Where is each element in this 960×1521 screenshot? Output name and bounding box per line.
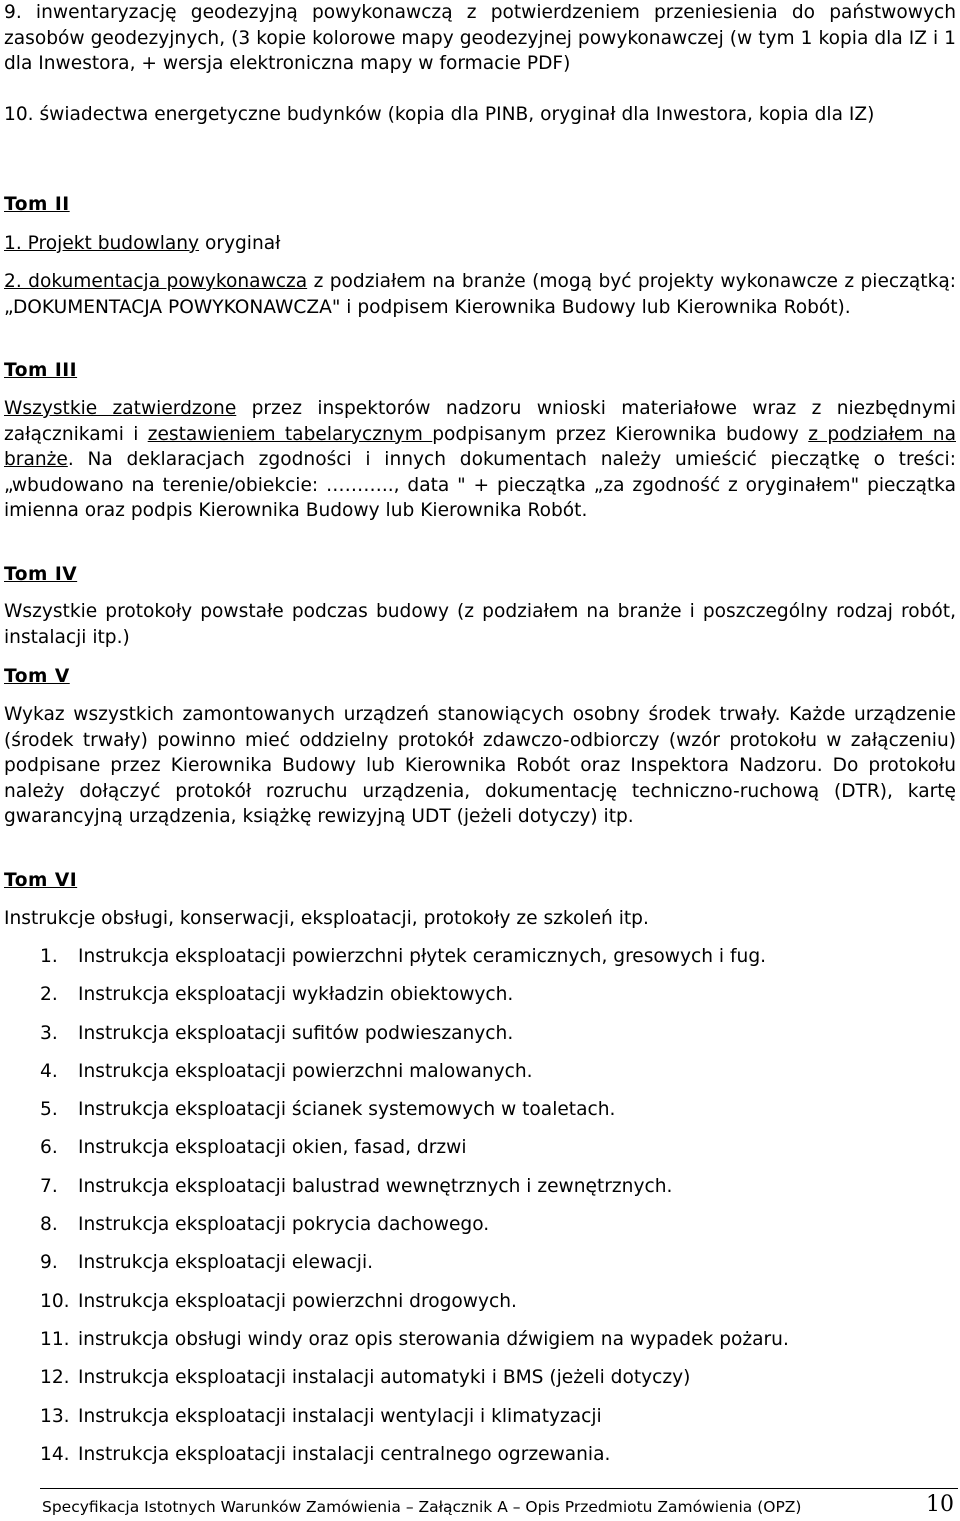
list-item-number: 12. <box>40 1367 70 1389</box>
tom-ii-heading: Tom II <box>4 194 70 215</box>
list-item-text: Instrukcja eksploatacji okien, fasad, drzwi <box>78 1137 467 1159</box>
tom-ii-item-1-rest: oryginał <box>199 233 281 254</box>
list-item-number: 13. <box>40 1405 70 1427</box>
tom-iv-heading: Tom IV <box>4 564 78 585</box>
list-item <box>4 1442 789 1480</box>
tom-ii-item-2-label: 2. dokumentacja powykonawcza <box>4 271 308 292</box>
tom-v-paragraph: Wykaz wszystkich zamontowanych urządzeń stanowiących osobny środek trwały. Każde urządzenie (środek trwały) powinno mieć oddzielny protokół zdawczo-odbiorczy (wzór protokołu w załączeniu) podpisane przez Kierownika Budowy lub Kierownika Robót oraz Inspektora Nadzoru. Do protokołu należy dołączyć protokół rozruchu urządzenia, dokumentację techniczno-ruchową (DTR), kartę gwarancyjną urządzenia, książkę rewizyjną UDT (jeżeli dotyczy) itp. <box>4 704 956 827</box>
item-9-paragraph: 9. inwentaryzację geodezyjną powykonawczą z potwierdzeniem przeniesienia do państwowych zasobów geodezyjnych, (3 kopie kolorowe mapy geodezyjnej powykonawczej (w tym 1 kopia dla IZ i 1 dla Inwestora, + wersja elektroniczna mapy w formacie PDF) <box>4 2 956 74</box>
list-item-text: Instrukcja eksploatacji sufitów podwieszanych. <box>78 1022 514 1044</box>
list-item <box>4 1404 789 1442</box>
list-item <box>4 982 789 1020</box>
tom-iii-paragraph <box>4 396 956 524</box>
list-item-number: 4. <box>40 1060 58 1082</box>
tom-ii-item-1-label: 1. Projekt budowlany <box>4 233 200 254</box>
list-item <box>4 1097 789 1135</box>
page-footer <box>40 1488 958 1518</box>
footer-text: Specyfikacja Istotnych Warunków Zamówienia – Załącznik A – Opis Przedmiotu Zamówienia (OPZ) <box>42 1498 802 1516</box>
instruction-list <box>4 944 789 1480</box>
list-item-number: 9. <box>40 1252 58 1274</box>
tom-ii-item-1 <box>4 231 280 257</box>
list-item-number: 1. <box>40 946 58 967</box>
tom-iii-part-6: . Na deklaracjach zgodności i innych dokumentach należy umieścić pieczątkę o treści: „wbudowano na terenie/obiekcie: ……….., data " + pieczątka „za zgodność z oryginałem" pieczątka imienna oraz podpis Kierownika Budowy lub Kierownika Robót. <box>4 449 956 521</box>
list-item <box>4 1365 789 1403</box>
tom-iii-heading: Tom III <box>4 360 78 381</box>
list-item-text: Instrukcja eksploatacji balustrad wewnętrznych i zewnętrznych. <box>78 1175 673 1197</box>
list-item <box>4 1212 789 1250</box>
list-item-text: Instrukcja eksploatacji elewacji. <box>78 1252 374 1274</box>
tom-iii-part-3: zestawieniem tabelarycznym <box>147 423 433 445</box>
list-item <box>4 1021 789 1059</box>
list-item-number: 11. <box>40 1328 70 1350</box>
tom-ii-item-2-rest: z podziałem na branże (mogą być projekty wykonawcze z pieczątką: „DOKUMENTACJA POWYKONAWCZA" i podpisem Kierownika Budowy lub Kierownika Robót). <box>4 271 956 318</box>
tom-iii-part-5: z podziałem na branże <box>4 423 956 470</box>
list-item-text: instrukcja obsługi windy oraz opis sterowania dźwigiem na wypadek pożaru. <box>78 1328 789 1350</box>
list-item-text: Instrukcja eksploatacji pokrycia dachowego. <box>78 1214 490 1236</box>
list-item-number: 2. <box>40 984 58 1006</box>
list-item-text: Instrukcja eksploatacji powierzchni płytek ceramicznych, gresowych i fug. <box>78 946 767 967</box>
item-10-paragraph: 10. świadectwa energetyczne budynków (kopia dla PINB, oryginał dla Inwestora, kopia dla IZ) <box>4 104 875 125</box>
tom-v-heading: Tom V <box>4 666 70 687</box>
list-item-number: 5. <box>40 1099 58 1121</box>
list-item <box>4 944 789 982</box>
page-number: 10 <box>926 1492 954 1517</box>
list-item <box>4 1059 789 1097</box>
tom-ii-item-2 <box>4 269 956 320</box>
list-item <box>4 1289 789 1327</box>
list-item-number: 7. <box>40 1175 58 1197</box>
list-item-number: 3. <box>40 1022 58 1044</box>
list-item-number: 6. <box>40 1137 58 1159</box>
tom-iii-part-1: Wszystkie zatwierdzone <box>4 398 237 419</box>
tom-iii-part-2: przez inspektorów nadzoru wnioski materiałowe wraz z niezbędnymi załącznikami i <box>4 398 956 445</box>
list-item-text: Instrukcja eksploatacji powierzchni drogowych. <box>78 1290 517 1312</box>
list-item <box>4 1174 789 1212</box>
tom-iv-paragraph: Wszystkie protokoły powstałe podczas budowy (z podziałem na branże i poszczególny rodzaj robót, instalacji itp.) <box>4 601 956 648</box>
list-item-text: Instrukcja eksploatacji ścianek systemowych w toaletach. <box>78 1099 616 1121</box>
list-item-text: Instrukcja eksploatacji wykładzin obiektowych. <box>78 984 514 1006</box>
list-item-number: 8. <box>40 1214 58 1236</box>
list-item <box>4 1327 789 1365</box>
list-item-number: 14. <box>40 1443 70 1465</box>
list-item <box>4 1250 789 1288</box>
list-item-text: Instrukcja eksploatacji powierzchni malowanych. <box>78 1060 533 1082</box>
list-item-number: 10. <box>40 1290 70 1312</box>
tom-iii-part-4: podpisanym przez Kierownika budowy <box>432 423 809 445</box>
tom-vi-intro: Instrukcje obsługi, konserwacji, eksploatacji, protokoły ze szkoleń itp. <box>4 908 649 929</box>
tom-vi-heading: Tom VI <box>4 870 78 891</box>
list-item-text: Instrukcja eksploatacji instalacji wentylacji i klimatyzacji <box>78 1405 602 1427</box>
list-item <box>4 1135 789 1173</box>
list-item-text: Instrukcja eksploatacji instalacji centralnego ogrzewania. <box>78 1443 611 1465</box>
list-item-text: Instrukcja eksploatacji instalacji automatyki i BMS (jeżeli dotyczy) <box>78 1367 691 1389</box>
